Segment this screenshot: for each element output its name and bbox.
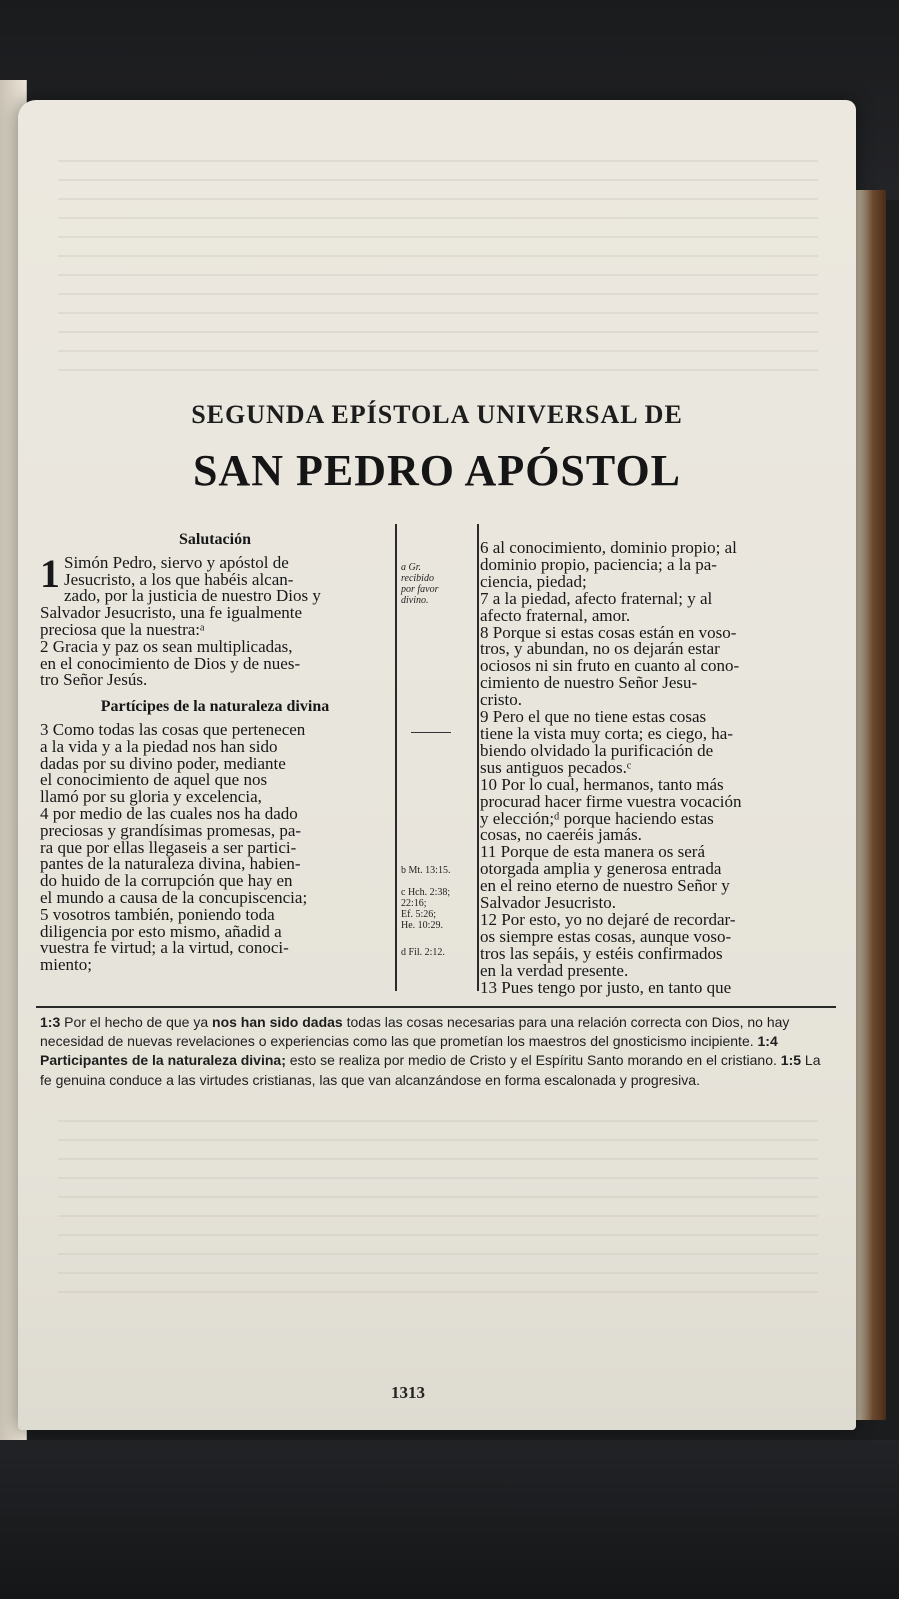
verse-line: pantes de la naturaleza divina, habien-	[40, 854, 301, 874]
show-through-texture	[58, 160, 818, 380]
verse-line: dadas por su divino poder, mediante	[40, 753, 286, 773]
cross-reference-b: b Mt. 13:15.	[401, 865, 451, 876]
cross-reference-c: c Hch. 2:38; 22:16; Ef. 5:26; He. 10:29.	[401, 887, 451, 931]
verse-line: en la verdad presente.	[480, 960, 629, 980]
verse-line: y elección;ᵈ porque haciendo estas	[480, 808, 714, 828]
note-ref-1-4: 1:4 Participantes de la naturaleza divina;	[40, 1033, 778, 1069]
dark-backdrop-bottom	[0, 1440, 899, 1599]
verse-line: ciencia, piedad;	[480, 571, 587, 591]
verse-line: dominio propio, paciencia; a la pa-	[480, 554, 717, 574]
right-text-column	[480, 540, 825, 996]
epistle-title-main: SAN PEDRO APÓSTOL	[192, 446, 682, 495]
column-divider-left	[395, 524, 397, 991]
reference-divider	[411, 732, 451, 733]
chapter-dropcap: 1	[40, 550, 60, 596]
verse-line: diligencia por esto mismo, añadid a	[40, 921, 282, 941]
verse-line: tiene la vista muy corta; es ciego, ha-	[480, 723, 734, 743]
note-ref-1-5: 1:5	[780, 1052, 802, 1069]
cross-reference-a: a Gr. recibido por favor divino.	[401, 562, 439, 606]
page-number: 1313	[391, 1383, 425, 1402]
verse-line: tros, y abundan, no os dejarán estar	[480, 639, 720, 659]
verse-line: el conocimiento de aquel que nos	[40, 770, 268, 790]
verse-line: zado, por la justicia de nuestro Dios y	[64, 586, 321, 606]
verse-line: os siempre estas cosas, aunque voso-	[480, 926, 732, 946]
left-text-column	[40, 532, 390, 974]
verse-line: 8 Porque si estas cosas están en voso-	[480, 622, 737, 642]
section-heading-participants: Partícipes de la naturaleza divina	[100, 698, 330, 716]
footnote-divider	[36, 1006, 836, 1008]
note-ref-1-3: 1:3	[40, 1014, 61, 1030]
verse-line: cristo.	[480, 690, 523, 710]
verse-line: 10 Por lo cual, hermanos, tanto más	[480, 774, 724, 794]
verse-line: 13 Pues tengo por justo, en tanto que	[480, 977, 732, 997]
verse-line: ociosos ni sin fruto en cuanto al cono-	[480, 656, 740, 676]
verse-line: ra que por ellas llegaseis a ser partici-	[40, 837, 297, 857]
verse-line: 6 al conocimiento, dominio propio; al	[480, 538, 737, 557]
verse-line: 2 Gracia y paz os sean multiplicadas,	[40, 636, 293, 656]
verse-line: otorgada amplia y generosa entrada	[480, 859, 722, 879]
verse-line: Simón Pedro, siervo y apóstol de	[64, 552, 289, 572]
study-notes: 1:3 Por el hecho de que ya nos han sido dadas todas las cosas necesarias para una relación correcta con Dios, no hay necesidad de nuevas revelaciones o experiencias como las que prometían los maestros del gnosticismo incipiente. 1:4 Participantes de la naturaleza divina; esto se realiza por medio de Cristo y el Espíritu Santo morando en el cristiano. 1:5 La fe genuina conduce a las virtudes cristianas, las que van alcanzándose en forma escalonada y progresiva.	[40, 1014, 821, 1088]
verse-line: 12 Por esto, yo no dejaré de recordar-	[480, 909, 736, 929]
note-emphasis: nos han sido dadas	[212, 1014, 343, 1030]
verse-line: Salvador Jesucristo, una fe igualmente	[40, 603, 303, 623]
verse-line: el mundo a causa de la concupiscencia;	[40, 887, 308, 907]
verse-line: do huido de la corrupción que hay en	[40, 871, 293, 891]
verse-line: miento;	[40, 955, 92, 975]
verse-line: 4 por medio de las cuales nos ha dado	[40, 803, 298, 823]
verse-line: Salvador Jesucristo.	[480, 893, 616, 913]
show-through-texture-lower	[58, 1120, 818, 1310]
verse-line: sus antiguos pecados.ᶜ	[480, 757, 632, 777]
verse-line: cosas, no caeréis jamás.	[480, 825, 642, 845]
verse-line: biendo olvidado la purificación de	[480, 740, 714, 760]
verse-line: preciosa que la nuestra:ᵃ	[40, 619, 205, 639]
verse-line: en el conocimiento de Dios y de nues-	[40, 653, 301, 673]
verse-line: tros las sepáis, y estéis confirmados	[480, 943, 723, 963]
verse-line: 5 vosotros también, poniendo toda	[40, 904, 275, 924]
verse-line: en el reino eterno de nuestro Señor y	[480, 876, 730, 896]
verse-line: afecto fraternal, amor.	[480, 605, 631, 625]
verse-line: 9 Pero el que no tiene estas cosas	[480, 707, 707, 727]
verse-line: cimiento de nuestro Señor Jesu-	[480, 673, 698, 693]
verse-line: 11 Porque de esta manera os será	[480, 842, 706, 862]
verse-line: llamó por su gloria y excelencia,	[40, 787, 262, 807]
epistle-title-top: SEGUNDA EPÍSTOLA UNIVERSAL DE	[191, 400, 683, 429]
verse-line: procurad hacer firme vuestra vocación	[480, 791, 742, 811]
verse-line: vuestra fe virtud; a la virtud, conoci-	[40, 938, 289, 958]
verse-line: Jesucristo, a los que habéis alcan-	[64, 569, 294, 589]
section-heading-salutation: Salutación	[178, 531, 251, 548]
bible-page	[18, 100, 856, 1430]
cross-reference-d: d Fil. 2:12.	[401, 947, 445, 958]
verse-line: 3 Como todas las cosas que pertenecen	[40, 719, 306, 739]
verse-line: preciosas y grandísimas promesas, pa-	[40, 820, 302, 840]
verse-line: a la vida y a la piedad nos han sido	[40, 736, 278, 756]
verse-line: 7 a la piedad, afecto fraternal; y al	[480, 588, 713, 608]
verse-line: tro Señor Jesús.	[40, 670, 148, 690]
